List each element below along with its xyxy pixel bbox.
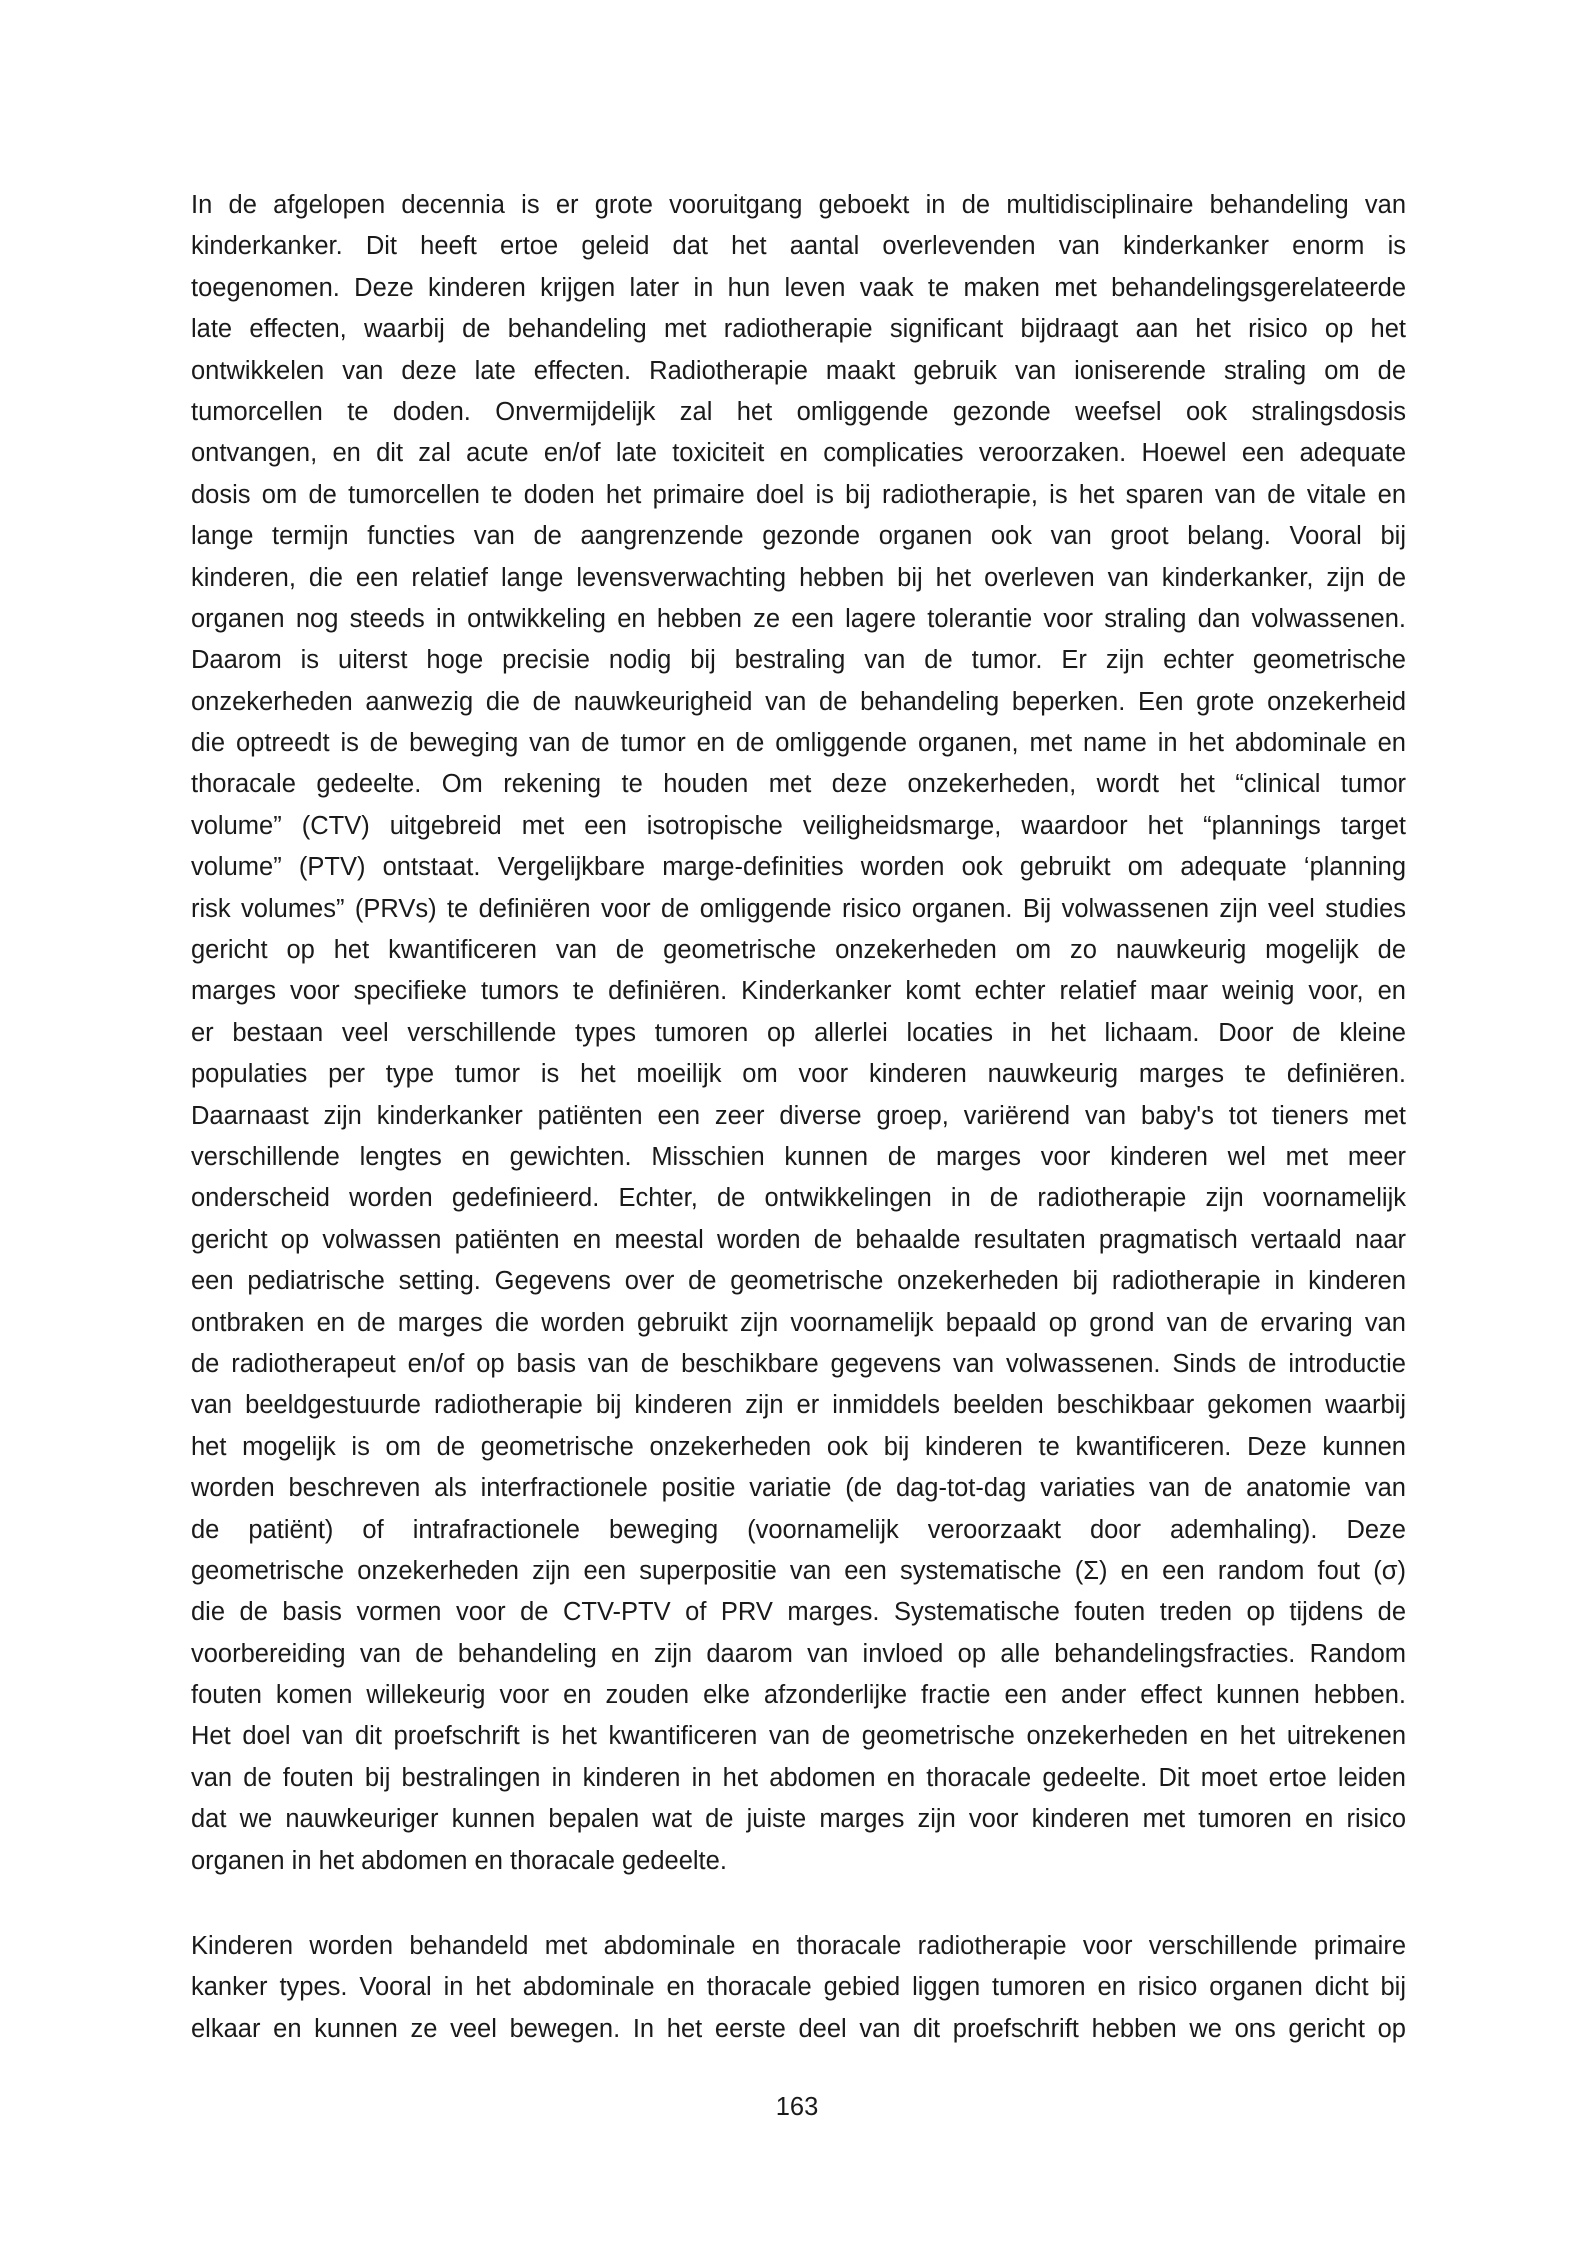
text-line: organen in het abdomen en thoracale gedeelte.	[191, 1846, 727, 1875]
text-line: kinderkanker. Dit heeft ertoe geleid dat het aantal overlevenden van kinderkanker enorm is	[191, 232, 1406, 261]
text-line: een pediatrische setting. Gegevens over de geometrische onzekerheden bij radiotherapie in kinderen	[191, 1267, 1406, 1296]
text-line: geometrische onzekerheden zijn een superpositie van een systematische (Σ) en een random fout (σ)	[191, 1556, 1406, 1585]
text-line: van beeldgestuurde radiotherapie bij kinderen zijn er inmiddels beelden beschikbaar gekomen waarbij	[191, 1391, 1406, 1420]
text-line: thoracale gedeelte. Om rekening te houden met deze onzekerheden, wordt het “clinical tumor	[191, 770, 1406, 799]
text-line: toegenomen. Deze kinderen krijgen later in hun leven vaak te maken met behandelingsgerelateerde	[191, 273, 1406, 302]
body-paragraph	[191, 1926, 1406, 2050]
text-line: tumorcellen te doden. Onvermijdelijk zal het omliggende gezonde weefsel ook stralingsdosis	[191, 397, 1406, 426]
text-line: voorbereiding van de behandeling en zijn daarom van invloed op alle behandelingsfracties. Random	[191, 1639, 1406, 1668]
text-line: ontbraken en de marges die worden gebruikt zijn voornamelijk bepaald op grond van de ervaring van	[191, 1308, 1406, 1337]
text-line: van de fouten bij bestralingen in kinderen in het abdomen en thoracale gedeelte. Dit moet ertoe leiden	[191, 1763, 1406, 1792]
text-line: dat we nauwkeuriger kunnen bepalen wat de juiste marges zijn voor kinderen met tumoren en risico	[191, 1805, 1406, 1834]
text-line: Daarnaast zijn kinderkanker patiënten een zeer diverse groep, variërend van baby's tot tieners met	[191, 1101, 1406, 1130]
text-line: er bestaan veel verschillende types tumoren op allerlei locaties in het lichaam. Door de kleine	[191, 1018, 1406, 1047]
text-line: onzekerheden aanwezig die de nauwkeurigheid van de behandeling beperken. Een grote onzekerheid	[191, 687, 1406, 716]
text-line: gericht op het kwantificeren van de geometrische onzekerheden om zo nauwkeurig mogelijk de	[191, 936, 1406, 965]
text-line: Het doel van dit proefschrift is het kwantificeren van de geometrische onzekerheden en het uitrekenen	[191, 1722, 1406, 1751]
text-line: de patiënt) of intrafractionele beweging (voornamelijk veroorzaakt door ademhaling). Deze	[191, 1515, 1406, 1544]
text-line: fouten komen willekeurig voor en zouden elke afzonderlijke fractie een ander effect kunnen hebben.	[191, 1681, 1406, 1710]
text-line: late effecten, waarbij de behandeling met radiotherapie significant bijdraagt aan het risico op het	[191, 315, 1406, 344]
text-line: die optreedt is de beweging van de tumor en de omliggende organen, met name in het abdominale en	[191, 729, 1406, 758]
text-line: gericht op volwassen patiënten en meestal worden de behaalde resultaten pragmatisch vertaald naar	[191, 1225, 1406, 1254]
text-line: In de afgelopen decennia is er grote vooruitgang geboekt in de multidisciplinaire behandeling van	[191, 191, 1406, 219]
text-line: onderscheid worden gedefinieerd. Echter, de ontwikkelingen in de radiotherapie zijn voornamelijk	[191, 1184, 1406, 1213]
text-line: ontvangen, en dit zal acute en/of late toxiciteit en complicaties veroorzaken. Hoewel een adequate	[191, 439, 1406, 468]
page-number: 163	[775, 2093, 819, 2121]
text-line: risk volumes” (PRVs) te definiëren voor de omliggende risico organen. Bij volwassenen zijn veel studies	[191, 894, 1406, 923]
text-line: ontwikkelen van deze late effecten. Radiotherapie maakt gebruik van ioniserende straling om de	[191, 356, 1406, 385]
text-line: lange termijn functies van de aangrenzende gezonde organen ook van groot belang. Vooral bij	[191, 522, 1406, 551]
text-line: kinderen, die een relatief lange levensverwachting hebben bij het overleven van kinderkanker, zijn de	[191, 563, 1406, 592]
text-line: het mogelijk is om de geometrische onzekerheden ook bij kinderen te kwantificeren. Deze kunnen	[191, 1432, 1406, 1461]
text-line: verschillende lengtes en gewichten. Misschien kunnen de marges voor kinderen wel met meer	[191, 1142, 1406, 1171]
text-line: kanker types. Vooral in het abdominale en thoracale gebied liggen tumoren en risico organen dicht bij	[191, 1973, 1406, 2002]
text-line: elkaar en kunnen ze veel bewegen. In het eerste deel van dit proefschrift hebben we ons gericht op	[191, 2014, 1406, 2043]
text-line: worden beschreven als interfractionele positie variatie (de dag-tot-dag variaties van de anatomie van	[191, 1474, 1406, 1503]
text-line: volume” (PTV) ontstaat. Vergelijkbare marge-definities worden ook gebruikt om adequate ‘planning	[191, 853, 1406, 882]
text-line: Daarom is uiterst hoge precisie nodig bij bestraling van de tumor. Er zijn echter geometrische	[191, 646, 1406, 675]
text-line: marges voor specifieke tumors te definiëren. Kinderkanker komt echter relatief maar weinig voor, en	[191, 977, 1406, 1006]
body-paragraph	[191, 185, 1406, 1882]
text-line: Kinderen worden behandeld met abdominale en thoracale radiotherapie voor verschillende primaire	[191, 1932, 1406, 1960]
text-line: de radiotherapeut en/of op basis van de beschikbare gegevens van volwassenen. Sinds de introductie	[191, 1349, 1406, 1378]
text-line: die de basis vormen voor de CTV-PTV of PRV marges. Systematische fouten treden op tijdens de	[191, 1598, 1406, 1627]
text-line: organen nog steeds in ontwikkeling en hebben ze een lagere tolerantie voor straling dan volwassenen.	[191, 604, 1406, 633]
text-line: dosis om de tumorcellen te doden het primaire doel is bij radiotherapie, is het sparen van de vitale en	[191, 480, 1406, 509]
text-line: volume” (CTV) uitgebreid met een isotropische veiligheidsmarge, waardoor het “plannings target	[191, 811, 1406, 840]
text-line: populaties per type tumor is het moeilijk om voor kinderen nauwkeurig marges te definiëren.	[191, 1060, 1406, 1089]
